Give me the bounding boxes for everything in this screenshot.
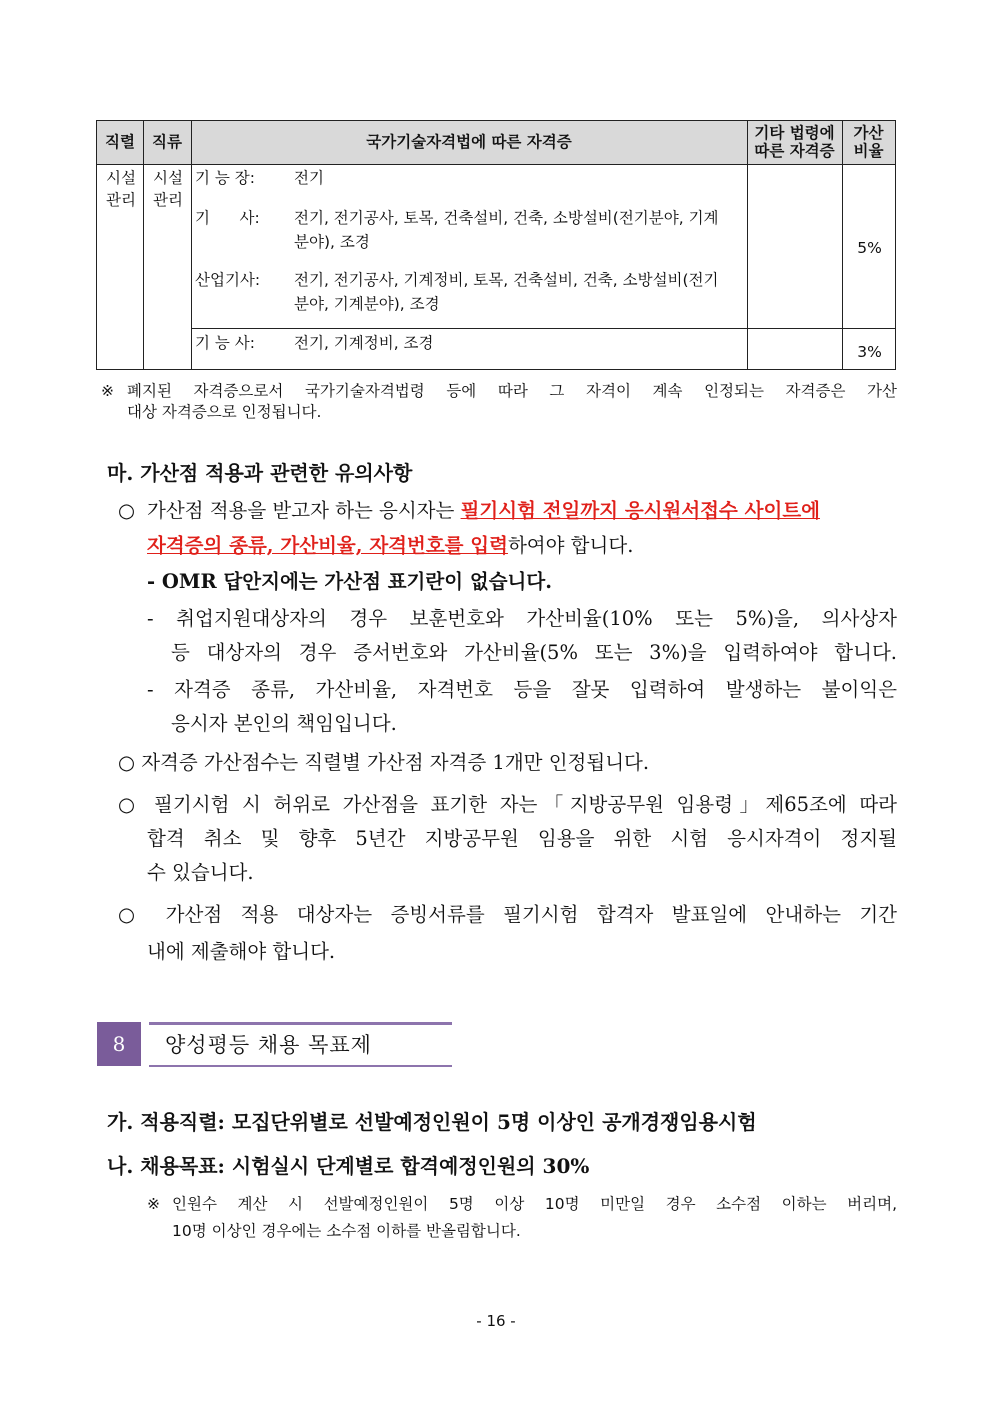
dash-veterans-line2: 등 대상자의 경우 증서번호와 가산비율(5% 또는 3%)을 입력하여야 합니다.: [171, 641, 897, 664]
para-apply-tail: 하여야 합니다.: [507, 534, 634, 557]
para-apply-lead: 가산점 적용을 받고자 하는 응시자는: [147, 499, 461, 522]
banner-top-rule: [149, 1022, 452, 1025]
grade-value-engineer-line2: 분야), 조경: [294, 233, 370, 251]
header-bonus-rate: [842, 121, 895, 163]
rate-5-percent: 5%: [857, 239, 882, 257]
grade-label-master: 기 능 장:: [195, 169, 255, 187]
section-number-badge: 8: [97, 1022, 141, 1066]
header-bonus-rate-line1: 가산: [853, 124, 884, 142]
para-false-mark-line1: ○ 필기시험 시 허위로 가산점을 표기한 자는「지방공무원 임용령」제65조에 따라: [118, 793, 897, 816]
header-national-cert: 국가기술자격법에 따른 자격증: [366, 133, 572, 151]
table-note-line2: 대상 자격증으로 인정됩니다.: [127, 403, 322, 421]
series-line1: 시설: [106, 169, 136, 187]
section8-note-mark: ※: [147, 1195, 160, 1213]
grade-label-craftsman: 기 능 사:: [195, 334, 255, 352]
para-submit-line2: 내에 제출해야 합니다.: [147, 940, 336, 963]
grade-value-industrial-line1: 전기, 전기공사, 기계정비, 토목, 건축설비, 건축, 소방설비(전기: [294, 271, 719, 289]
grade-value-engineer: [294, 206, 746, 254]
series-cell: [99, 167, 143, 211]
section-ma-title: 마. 가산점 적용과 관련한 유의사항: [107, 461, 413, 485]
dash-veterans-line1: - 취업지원대상자의 경우 보훈번호와 가산비율(10% 또는 5%)을, 의사상자: [147, 607, 897, 630]
dash-error-line2: 응시자 본인의 책임입니다.: [171, 712, 397, 735]
table-note-mark: ※: [101, 382, 114, 400]
header-bonus-rate-line2: 비율: [853, 142, 884, 160]
header-other-cert: [747, 121, 842, 163]
rate-3-percent: 3%: [857, 343, 882, 361]
section8-note-line2: 10명 이상인 경우에는 소수점 이하를 반올림합니다.: [172, 1222, 521, 1240]
para-false-mark-line2: 합격 취소 및 향후 5년간 지방공무원 임용을 위한 시험 응시자격이 정지될: [147, 827, 897, 850]
grade-label-industrial: 산업기사:: [195, 271, 261, 289]
section8-target-series: 가. 적용직렬: 모집단위별로 선발예정인원이 5명 이상인 공개경쟁임용시험: [107, 1110, 757, 1134]
para-false-mark-line3: 수 있습니다.: [147, 861, 254, 884]
header-series: 직렬: [105, 133, 135, 151]
para-apply-line1: [147, 492, 897, 530]
class-cell: [145, 167, 191, 211]
grade-value-master: 전기: [294, 169, 324, 187]
grade-label-engineer: 기 사:: [195, 209, 260, 227]
row-divider: [191, 328, 895, 329]
header-other-cert-line1: 기타 법령에: [754, 124, 835, 142]
class-line2: 관리: [153, 191, 183, 209]
bullet-circle: ○: [118, 499, 136, 522]
para-submit-line1: ○ 가산점 적용 대상자는 증빙서류를 필기시험 합격자 발표일에 안내하는 기간: [118, 903, 897, 926]
section8-target-rate: 나. 채용목표: 시험실시 단계별로 합격예정인원의 30%: [107, 1154, 590, 1178]
header-other-cert-line2: 따른 자격증: [754, 142, 835, 160]
grade-value-engineer-line1: 전기, 전기공사, 토목, 건축설비, 건축, 소방설비(전기분야, 기계: [294, 209, 719, 227]
banner-bottom-rule: [149, 1065, 452, 1067]
para-apply-line2: [147, 527, 633, 565]
para-apply-emphasis-1: 필기시험 전일까지 응시원서접수 사이트에: [460, 499, 820, 522]
grade-value-craftsman: 전기, 기계정비, 조경: [294, 334, 434, 352]
series-line2: 관리: [106, 191, 136, 209]
grade-value-industrial-line2: 분야, 기계분야), 조경: [294, 295, 440, 313]
dash-omr: - OMR 답안지에는 가산점 표기란이 없습니다.: [147, 570, 552, 593]
para-one-cert: ○ 자격증 가산점수는 직렬별 가산점 자격증 1개만 인정됩니다.: [118, 751, 650, 774]
class-line1: 시설: [153, 169, 183, 187]
header-class: 직류: [152, 133, 182, 151]
page-number: - 16 -: [476, 1312, 516, 1330]
section8-note-line1: 인원수 계산 시 선발예정인원이 5명 이상 10명 미만일 경우 소수점 이하는 버리며,: [172, 1195, 897, 1213]
para-apply-emphasis-2: 자격증의 종류, 가산비율, 자격번호를 입력: [147, 534, 508, 557]
dash-error-line1: - 자격증 종류, 가산비율, 자격번호 등을 잘못 입력하여 발생하는 불이익은: [147, 678, 897, 701]
table-note-line1: 폐지된 자격증으로서 국가기술자격법령 등에 따라 그 자격이 계속 인정되는 자격증은 가산: [127, 382, 897, 400]
grade-value-industrial: [294, 268, 746, 316]
section8-title: 양성평등 채용 목표제: [165, 1033, 372, 1057]
qualification-table: [96, 120, 896, 370]
